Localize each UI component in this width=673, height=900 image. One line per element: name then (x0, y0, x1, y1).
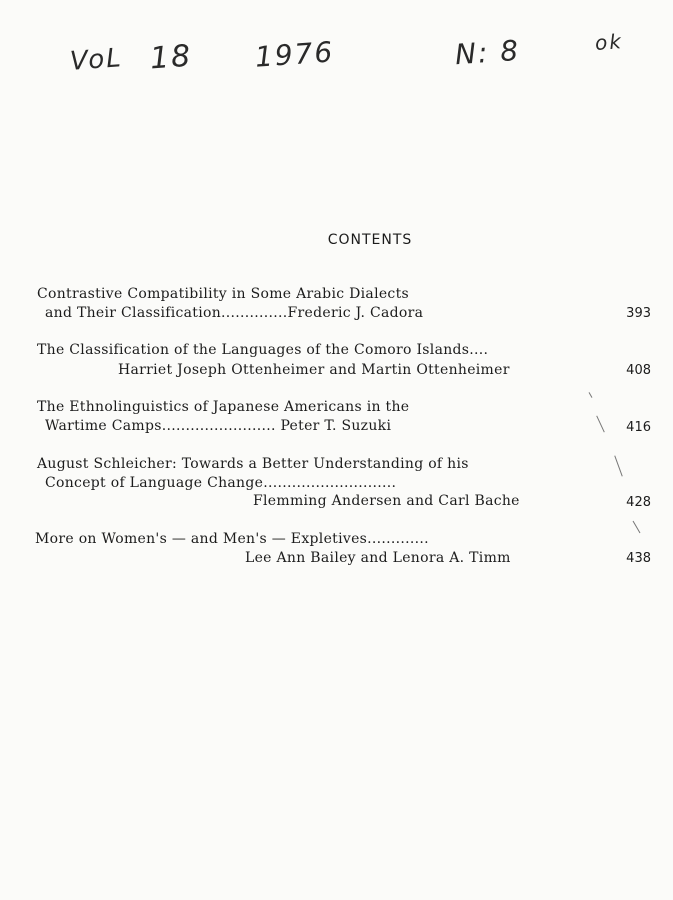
handwritten-year: 1976 (253, 35, 336, 74)
entry-title-line: August Schleicher: Towards a Better Understanding of his (37, 456, 469, 472)
entry-page-number: 428 (626, 495, 651, 510)
scan-speck (614, 455, 622, 476)
handwritten-volume-number: 18 (148, 38, 194, 77)
scan-speck (633, 521, 641, 534)
entry-page-number: 393 (626, 306, 651, 321)
entry-subtitle-line: Concept of Language Change............................ (45, 475, 397, 491)
scan-speck (589, 392, 593, 398)
entry-author-line: and Their Classification..............Frederic J. Cadora (45, 305, 424, 321)
entry-title-line: More on Women's — and Men's — Expletives............. (35, 531, 429, 547)
handwritten-volume-label: VoL (69, 43, 124, 77)
scan-speck (596, 416, 605, 433)
entry-author-line: Flemming Andersen and Carl Bache (253, 493, 520, 509)
contents-heading: CONTENTS (327, 232, 413, 248)
handwritten-ok-mark: ok (594, 29, 624, 55)
entry-page-number: 416 (626, 420, 651, 435)
handwritten-issue-number: N: 8 (453, 33, 522, 72)
entry-title-line: The Classification of the Languages of the Comoro Islands.... (37, 342, 489, 358)
entry-author-line: Wartime Camps........................ Peter T. Suzuki (45, 418, 392, 434)
entry-title-line: The Ethnolinguistics of Japanese Americans in the (37, 399, 410, 415)
entry-author-line: Lee Ann Bailey and Lenora A. Timm (245, 550, 511, 566)
entry-page-number: 438 (626, 551, 651, 566)
entry-title-line: Contrastive Compatibility in Some Arabic Dialects (37, 286, 409, 302)
entry-author-line: Harriet Joseph Ottenheimer and Martin Ottenheimer (118, 362, 510, 378)
entry-page-number: 408 (626, 363, 651, 378)
